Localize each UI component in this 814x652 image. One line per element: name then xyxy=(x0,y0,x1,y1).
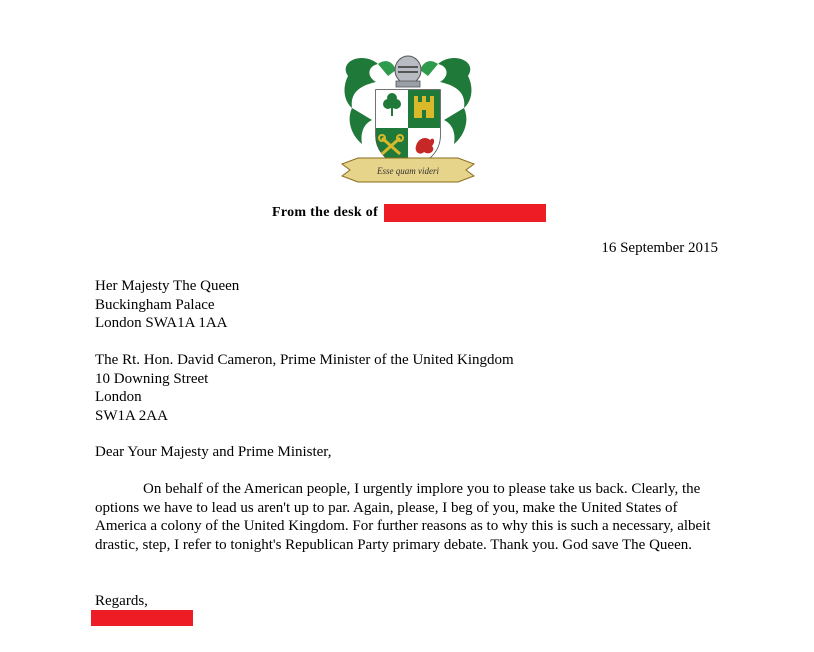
letter-body xyxy=(95,480,725,554)
from-desk-line xyxy=(272,203,546,223)
redacted-sender-name xyxy=(384,204,546,222)
recipient-address-queen xyxy=(95,277,239,333)
address-line: 10 Downing Street xyxy=(95,370,209,387)
salutation: Dear Your Majesty and Prime Minister, xyxy=(95,444,332,460)
address-line: London SWA1A 1AA xyxy=(95,315,228,331)
address-line: London xyxy=(95,389,142,405)
from-desk-label: From the desk of xyxy=(272,205,379,220)
address-line: Buckingham Palace xyxy=(95,296,215,313)
letter-body-text: On behalf of the American people, I urgently implore you to please take us back. Clearly, the options we have to lead us aren't up to par. Again, please, I beg of you, make the United States of America a colony of the United Kingdom. For further reasons as to why this is such a necessary, albeit drastic, step, I refer to tonight's Republican Party primary debate. Thank you. God save The Queen. xyxy=(95,481,711,553)
recipient-address-pm xyxy=(95,351,514,425)
redacted-signature xyxy=(91,610,193,626)
address-line: SW1A 2AA xyxy=(95,407,168,424)
letter-date: 16 September 2015 xyxy=(601,240,718,256)
coat-of-arms-logo xyxy=(338,46,478,186)
closing: Regards, xyxy=(95,593,148,609)
address-line: The Rt. Hon. David Cameron, Prime Minister of the United Kingdom xyxy=(95,352,514,368)
svg-text:Esse quam videri: Esse quam videri xyxy=(377,166,439,176)
address-line: Her Majesty The Queen xyxy=(95,278,240,294)
